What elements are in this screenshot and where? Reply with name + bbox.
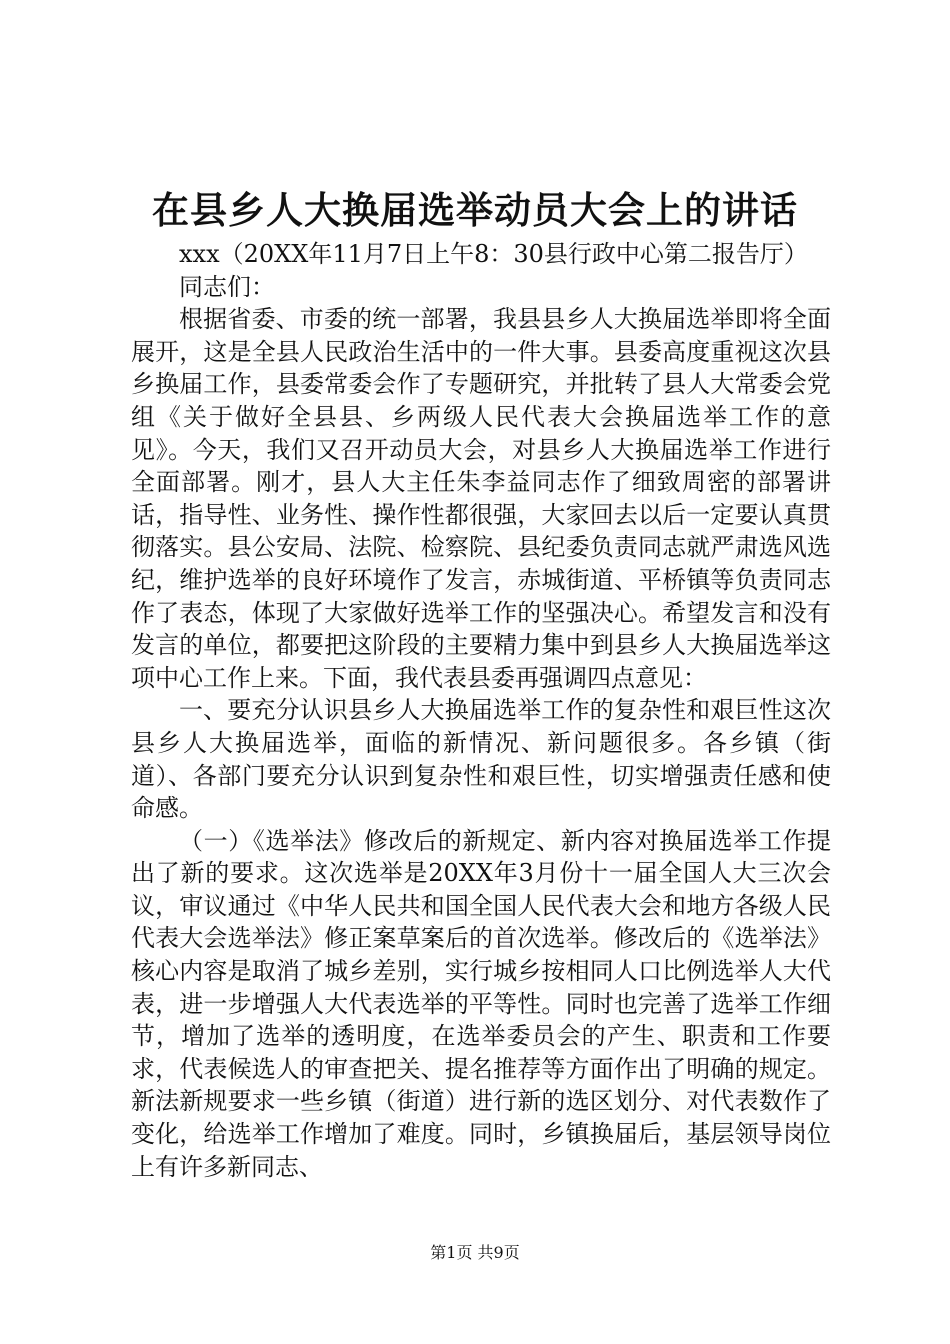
body-paragraph: （一）《选举法》修改后的新规定、新内容对换届选举工作提出了新的要求。这次选举是20XX年3月份十一届全国人大三次会议，审议通过《中华人民共和国全国人民代表大会和地方各级人民代表大会选举法》修正案草案后的首次选举。修改后的《选举法》核心内容是取消了城乡差别，实行城乡按相同人口比例选举人大代表，进一步增强人大代表选举的平等性。同时也完善了选举工作细节，增加了选举的透明度，在选举委员会的产生、职责和工作要求，代表候选人的审查把关、提名推荐等方面作出了明确的规定。新法新规要求一些乡镇（街道）进行新的选区划分、对代表数作了变化，给选举工作增加了难度。同时，乡镇换届后，基层领导岗位上有许多新同志、 — [131, 826, 831, 1181]
speaker-line: xxx（20XX年11月7日上午8：30县行政中心第二报告厅） — [179, 240, 808, 268]
body-paragraph: 一、要充分认识县乡人大换届选举工作的复杂性和艰巨性这次县乡人大换届选举，面临的新情况、新问题很多。各乡镇（街道）、各部门要充分认识到复杂性和艰巨性，切实增强责任感和使命感。 — [131, 696, 831, 823]
salutation: 同志们： — [179, 272, 275, 301]
page-number: 第1页 共9页 — [430, 1243, 520, 1262]
document-title: 在县乡人大换届选举动员大会上的讲话 — [152, 188, 798, 232]
document-body — [131, 238, 831, 1183]
body-paragraph: 根据省委、市委的统一部署，我县县乡人大换届选举即将全面展开，这是全县人民政治生活中的一件大事。县委高度重视这次县乡换届工作，县委常委会作了专题研究，并批转了县人大常委会党组《关于做好全县县、乡两级人民代表大会换届选举工作的意见》。今天，我们又召开动员大会，对县乡人大换届选举工作进行全面部署。刚才，县人大主任朱李益同志作了细致周密的部署讲话，指导性、业务性、操作性都很强，大家回去以后一定要认真贯彻落实。县公安局、法院、检察院、县纪委负责同志就严肃选风选纪，维护选举的良好环境作了发言，赤城街道、平桥镇等负责同志作了表态，体现了大家做好选举工作的坚强决心。希望发言和没有发言的单位，都要把这阶段的主要精力集中到县乡人大换届选举这项中心工作上来。下面，我代表县委再强调四点意见： — [131, 305, 831, 692]
